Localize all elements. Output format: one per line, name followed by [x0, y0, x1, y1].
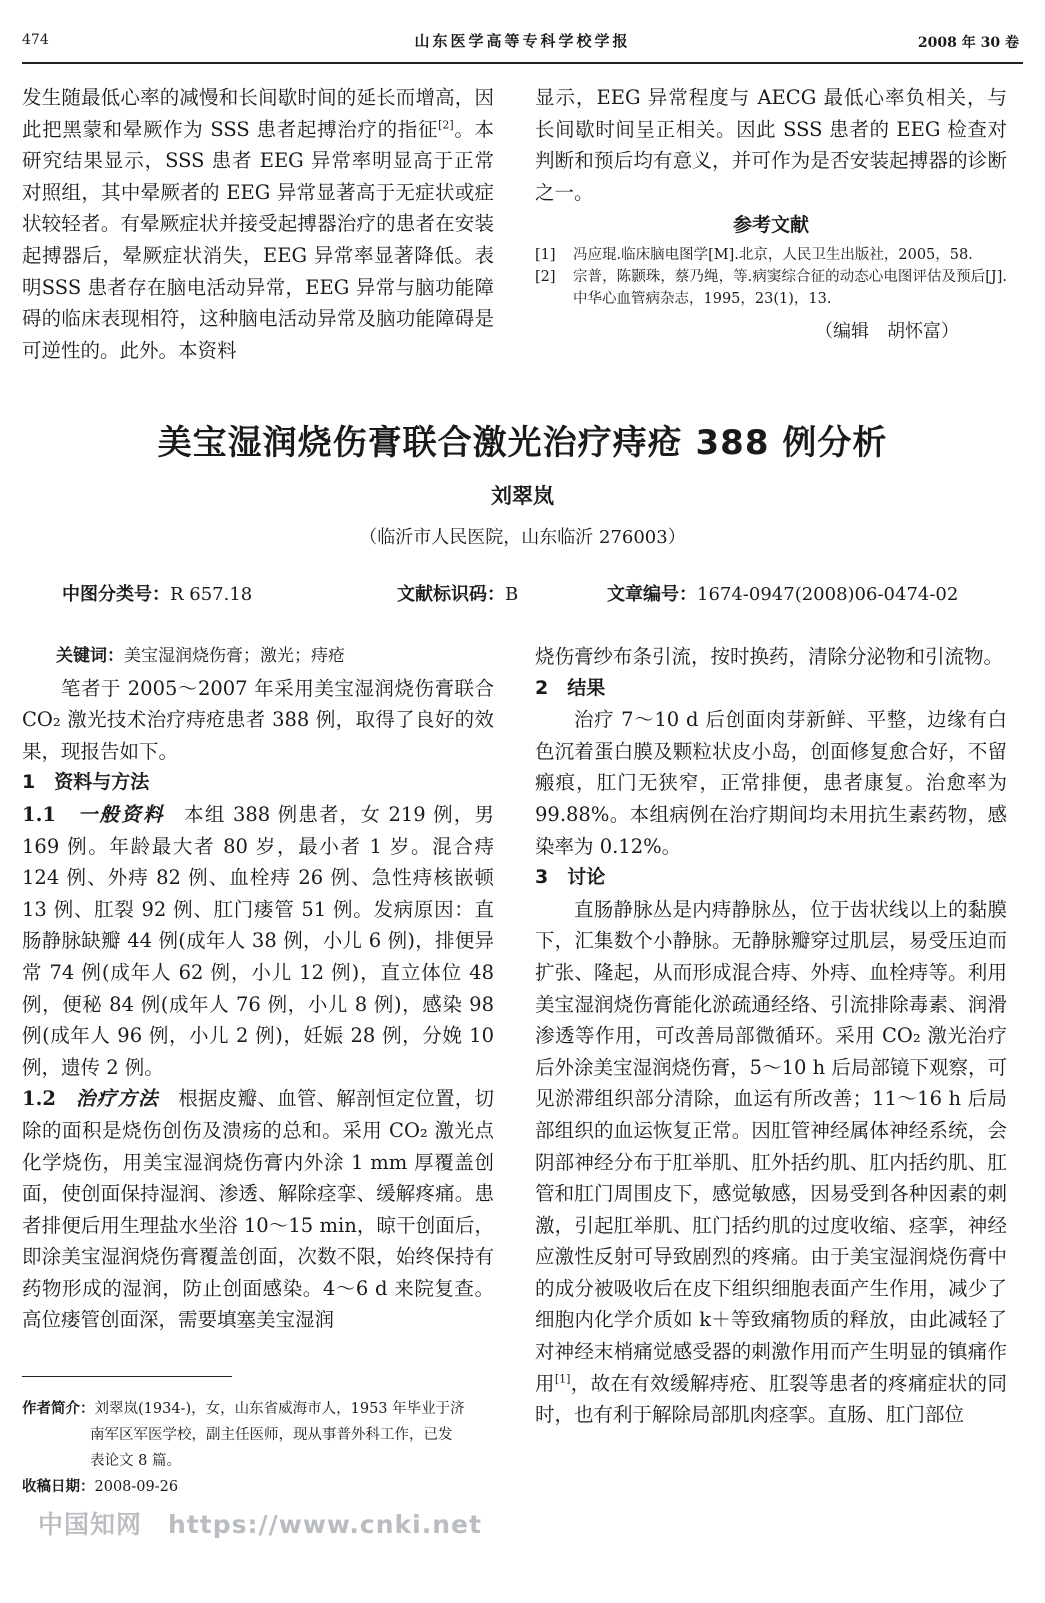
footnote [22, 1396, 502, 1500]
prev-article-paragraph-cont: 显示，EEG 异常程度与 AECG 最低心率负相关，与长间歇时间呈正相关。因此 SSS 患者的 EEG 检查对判断和预后均有意义，并可作为是否安装起搏器的诊断之一。 [535, 86, 1007, 204]
article-author: 刘翠岚 [491, 484, 554, 508]
subsection-number: 1.2 [22, 1087, 56, 1111]
article-left-column [22, 641, 494, 1336]
intro-paragraph: 笔者于 2005～2007 年采用美宝湿润烧伤膏联合 CO₂ 激光技术治疗痔疮患者 388 例，取得了良好的效果，现报告如下。 [22, 676, 494, 763]
clc-field [62, 580, 252, 606]
results-paragraph: 治疗 7～10 d 后创面肉芽新鲜、平整，边缘有白色沉着蛋白膜及颗粒状皮小岛，创面修复愈合好，不留瘢痕，肛门无狭窄，正常排便，患者康复。治愈率为 99.88%。本组病例在治疗期间均未用抗生素药物，感染率为 0.12%。 [535, 708, 1007, 858]
reference-number: [1] [535, 246, 556, 263]
doc-code-field [397, 580, 518, 606]
received-date-line [22, 1474, 502, 1500]
reference-item [535, 266, 1007, 310]
footnote-divider [22, 1376, 232, 1377]
clc-label: 中图分类号： [62, 584, 170, 605]
subsection-label: 治疗方法 [75, 1087, 159, 1111]
article-number-label: 文章编号： [607, 584, 697, 605]
journal-volume: 2008 年 30 卷 [917, 35, 1019, 51]
author-bio-text: 刘翠岚(1934-)，女，山东省威海市人，1953 年毕业于济 [94, 1401, 465, 1417]
section-heading-results: 2 结果 [535, 676, 606, 699]
article-number-field [607, 580, 958, 606]
section-heading-methods: 1 资料与方法 [22, 771, 150, 794]
article-right-column [535, 641, 1007, 1431]
author-bio-line: 表论文 8 篇。 [90, 1453, 181, 1469]
prev-article-right-column [535, 82, 1007, 348]
references-title: 参考文献 [732, 214, 809, 237]
author-bio-label: 作者简介： [22, 1401, 95, 1417]
article-number-value: 1674-0947(2008)06-0474-02 [697, 584, 959, 605]
journal-name: 山东医学高等专科学校学报 [414, 32, 631, 50]
reference-item [535, 244, 1007, 266]
keywords [22, 641, 494, 673]
clc-value: R 657.18 [170, 584, 253, 605]
prev-article-left-column [22, 82, 494, 366]
treatment-continuation: 烧伤膏纱布条引流，按时换药，清除分泌物和引流物。 [535, 645, 1004, 668]
section-heading-discussion: 3 讨论 [535, 866, 606, 889]
author-bio-line: 南军区军医学校，副主任医师，现从事普外科工作，已发 [90, 1427, 453, 1443]
discussion-text-part: ，故在有效缓解痔疮、肛裂等患者的疼痛症状的同时，也有利于解除局部肌肉痉挛。直肠、肛门部位 [535, 1371, 1007, 1427]
doc-code-value: B [505, 584, 519, 605]
citation-superscript: [2] [438, 118, 454, 132]
reference-text: 冯应琨.临床脑电图学[M].北京，人民卫生出版社，2005，58. [573, 246, 973, 263]
cnki-watermark: 中国知网 https://www.cnki.net [38, 1510, 482, 1539]
article-title: 美宝湿润烧伤膏联合激光治疗痔疮 388 例分析 [157, 423, 888, 463]
page-number: 474 [22, 32, 49, 48]
subsection-treatment [22, 1083, 494, 1336]
doc-code-label: 文献标识码： [397, 584, 505, 605]
received-date-value: 2008-09-26 [94, 1479, 179, 1495]
subsection-label: 一般资料 [77, 802, 165, 826]
received-date-label: 收稿日期： [22, 1479, 95, 1495]
prev-text-part: 。本研究结果显示，SSS 患者 EEG 异常率明显高于正常对照组，其中晕厥者的 EEG 异常显著高于无症状或症状较轻者。有晕厥症状并接受起搏器治疗的患者在安装起搏器后，晕厥症状消失，EEG 异常率显著降低。表明SSS 患者存在脑电活动异常，EEG 异常与脑功能障碍的临床表现相符，这种脑电活动异常及脑功能障碍是可逆性的。此外。本资料 [22, 117, 494, 362]
subsection-text: 根据皮瓣、血管、解剖恒定位置，切除的面积是烧伤创伤及溃疡的总和。采用 CO₂ 激光点化学烧伤，用美宝湿润烧伤膏内外涂 1 mm 厚覆盖创面，使创面保持湿润、渗透、解除痉挛、缓解疼痛。患者排便后用生理盐水坐浴 10～15 min，晾干创面后，即涂美宝湿润烧伤膏覆盖创面，次数不限，始终保持有药物形成的湿润，防止创面感染。4～6 d 来院复查。高位瘘管创面深，需要填塞美宝湿润 [22, 1087, 494, 1332]
prev-text-part: 发生随最低心率的减慢和长间歇时间的延长而增高，因此把黑蒙和晕厥作为 SSS 患者起搏治疗的指征 [22, 86, 494, 141]
discussion-text-part: 直肠静脉丛是内痔静脉丛，位于齿状线以上的黏膜下，汇集数个小静脉。无静脉瓣穿过肌层，易受压迫而扩张、隆起，从而形成混合痔、外痔、血栓痔等。利用美宝湿润烧伤膏能化淤疏通经络、引流排除毒素、润滑渗透等作用，可改善局部微循环。采用 CO₂ 激光治疗后外涂美宝湿润烧伤膏，5～10 h 后局部镜下观察，可见淤滞组织部分清除，血运有所改善；11～16 h 后局部组织的血运恢复正常。因肛管神经属体神经系统，会阴部神经分布于肛举肌、肛外括约肌、肛内括约肌、肛管和肛门周围皮下，感觉敏感，因易受到各种因素的刺激，引起肛举肌、肛门括约肌的过度收缩、痉挛，神经应激性反射可导致剧烈的疼痛。由于美宝湿润烧伤膏中的成分被吸收后在皮下组织细胞表面产生作用，减少了细胞内化学介质如 k＋等致痛物质的释放，由此减轻了对神经末梢痛觉感受器的刺激作用而产生明显的镇痛作用 [535, 897, 1007, 1395]
subsection-number: 1.1 [22, 802, 56, 826]
subsection-general-data [22, 799, 494, 1083]
keywords-value: 美宝湿润烧伤膏；激光；痔疮 [124, 646, 345, 666]
author-bio-line [22, 1396, 502, 1422]
keywords-label: 关键词： [56, 646, 124, 666]
prev-article-paragraph [22, 82, 494, 366]
citation-superscript: [1] [554, 1372, 571, 1386]
running-header [22, 28, 1023, 64]
editor-credit: （编辑 胡怀富） [815, 320, 959, 342]
discussion-paragraph [535, 894, 1007, 1431]
reference-number: [2] [535, 268, 556, 285]
subsection-text: 本组 388 例患者，女 219 例，男 169 例。年龄最大者 80 岁，最小者 1 岁。混合痔 124 例、外痔 82 例、血栓痔 26 例、急性痔核嵌顿 13 例、肛裂 92 例、肛门瘘管 51 例。发病原因：直肠静脉缺瓣 44 例(成年人 38 例，小儿 6 例)，排便异常 74 例(成年人 62 例，小儿 12 例)，直立体位 48 例，便秘 84 例(成年人 76 例，小儿 8 例)，感染 98 例(成年人 96 例，小儿 2 例)，妊娠 28 例，分娩 10 例，遗传 2 例。 [22, 802, 494, 1079]
reference-text: 宗普，陈颢珠，蔡乃绳，等.病窦综合征的动态心电图评估及预后[J].中华心血管病杂志，1995，23(1)，13. [573, 268, 1007, 307]
author-affiliation: （临沂市人民医院，山东临沂 276003） [359, 527, 686, 548]
